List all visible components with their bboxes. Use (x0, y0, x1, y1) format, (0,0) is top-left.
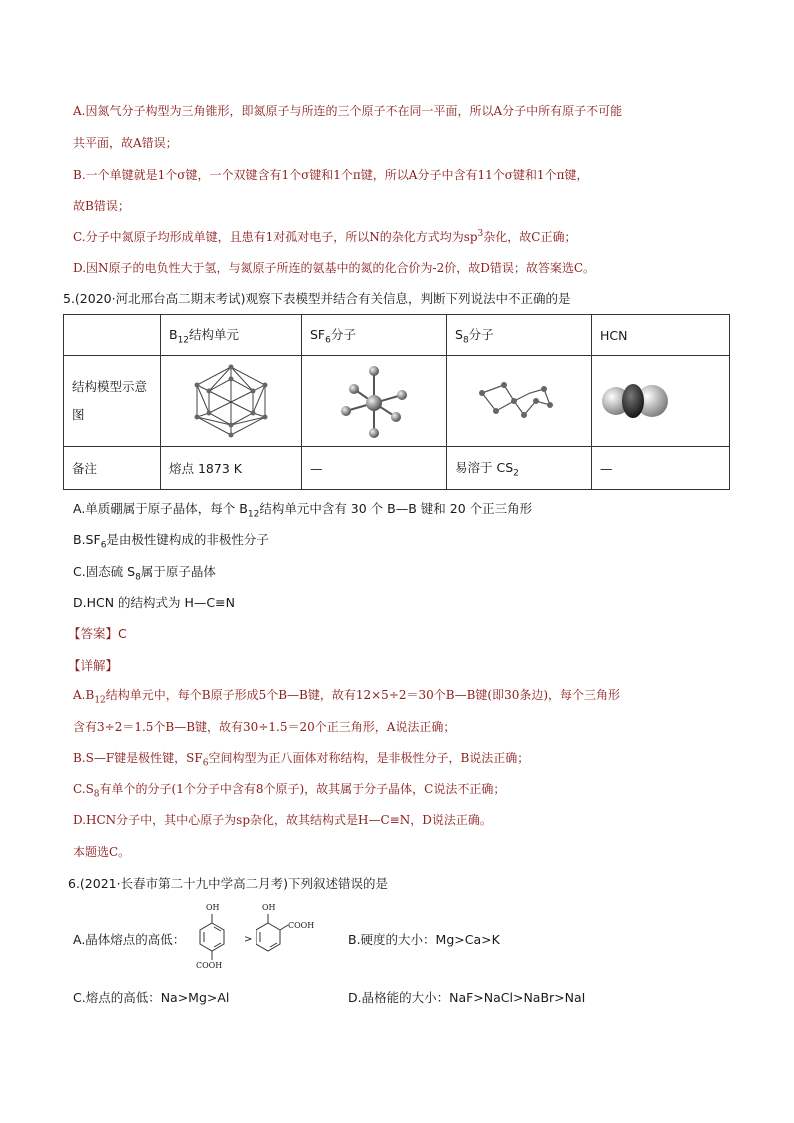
b12-note: 熔点 1873 K (161, 447, 302, 490)
q5-explain-d: D.HCN分子中，其中心原子为sp杂化，故其结构式是H—C≡N，D说法正确。 (73, 813, 492, 827)
hcn-space-filling-image (600, 376, 670, 426)
table-header-s8: $S_8$分子 (447, 315, 592, 356)
table-header-sf6: $SF_6$分子 (302, 315, 447, 356)
q6-option-d: D.晶格能的大小：NaF>NaCl>NaBr>NaI (348, 990, 586, 1005)
q4-explain-a-line1: A.因氮气分子构型为三角锥形，即氮原子与所连的三个原子不在同一平面，所以A分子中所有原子不可能 (73, 104, 623, 118)
table-row-label-model: 结构模型示意图 (64, 356, 161, 447)
table-header-hcn: HCN (592, 315, 730, 356)
q5-explain-a-line2: 含有3÷2＝1.5个B—B键，故有30÷1.5＝20个正三角形，A说法正确； (73, 720, 456, 734)
table-header-empty (64, 315, 161, 356)
q4-explain-b-line2: 故B错误； (73, 199, 130, 213)
b12-icosahedron-image (191, 363, 271, 439)
b12-model-cell (161, 356, 302, 447)
q4-explain-b-line1: B.一个单键就是1个σ键，一个双键含有1个σ键和1个π键，所以A分子中含有11个σ键和1个π键， (73, 168, 589, 182)
q5-explain-c: $C.S_8$有单个的分子(1个分子中含有8个原子)，故其属于分子晶体，C说法不正确； (73, 782, 506, 800)
s8-ring-image (474, 371, 564, 431)
q6-option-a-label: A.晶体熔点的高低： (73, 932, 186, 947)
para-hydroxybenzoic-acid-structure (190, 903, 240, 973)
q4-explain-c: C.分子中氮原子均形成单键，且患有1对孤对电子，所以N的杂化方式均为$sp^3$杂化，故C正确； (73, 229, 577, 244)
sf6-note: — (302, 447, 447, 490)
cooh-label-2: COOH (288, 921, 315, 930)
oh-label-1: OH (206, 903, 220, 912)
hcn-note: — (592, 447, 730, 490)
ortho-hydroxybenzoic-acid-structure (256, 903, 326, 953)
q5-explain-a-line1: $A.B_{12}$结构单元中，每个B原子形成5个B—B键，故有12×5÷2＝30个B—B键(即30条边)，每个三角形 (73, 688, 621, 706)
q5-option-d: D.HCN 的结构式为 H—C≡N (73, 595, 235, 610)
q5-explain-b: B.S—F键是极性键，$SF_6$空间构型为正八面体对称结构，是非极性分子，B说法正确； (73, 751, 530, 769)
s8-note: 易溶于 $CS_2$ (447, 447, 592, 490)
greater-than-sign: > (244, 934, 253, 945)
table-header-b12: $B_{12}$结构单元 (161, 315, 302, 356)
hcn-model-cell (592, 356, 730, 447)
q6-option-b: B.硬度的大小：Mg>Ca>K (348, 932, 500, 947)
s8-model-cell (447, 356, 592, 447)
q5-detail-label: 【详解】 (68, 658, 119, 673)
q5-option-c: C.固态硫 $S_8$属于原子晶体 (73, 564, 216, 583)
q4-explain-a-line2: 共平面，故A错误； (73, 136, 178, 150)
q5-stem: 5.(2020·河北邢台高二期末考试)观察下表模型并结合有关信息，判断下列说法中不正确的是 (63, 291, 571, 306)
cooh-label-1: COOH (196, 961, 223, 970)
q5-conclusion: 本题选C。 (73, 845, 131, 859)
q6-option-c: C.熔点的高低：Na>Mg>Al (73, 990, 230, 1005)
q5-option-b: $B.SF_6$是由极性键构成的非极性分子 (73, 532, 269, 551)
q4-explain-d: D.因N原子的电负性大于氢，与氮原子所连的氨基中的氮的化合价为-2价，故D错误；故答案选C。 (73, 261, 596, 275)
oh-label-2: OH (262, 903, 276, 912)
q5-option-a: A.单质硼属于原子晶体，每个 $B_{12}$结构单元中含有 30 个 B—B 键和 20 个正三角形 (73, 501, 533, 520)
q5-model-table (63, 314, 730, 490)
q5-answer: 【答案】C (68, 626, 127, 641)
sf6-model-cell (302, 356, 447, 447)
q6-stem: 6.(2021·长春市第二十九中学高二月考)下列叙述错误的是 (68, 876, 388, 891)
sf6-octahedral-image (334, 361, 414, 441)
table-row-label-note: 备注 (64, 447, 161, 490)
